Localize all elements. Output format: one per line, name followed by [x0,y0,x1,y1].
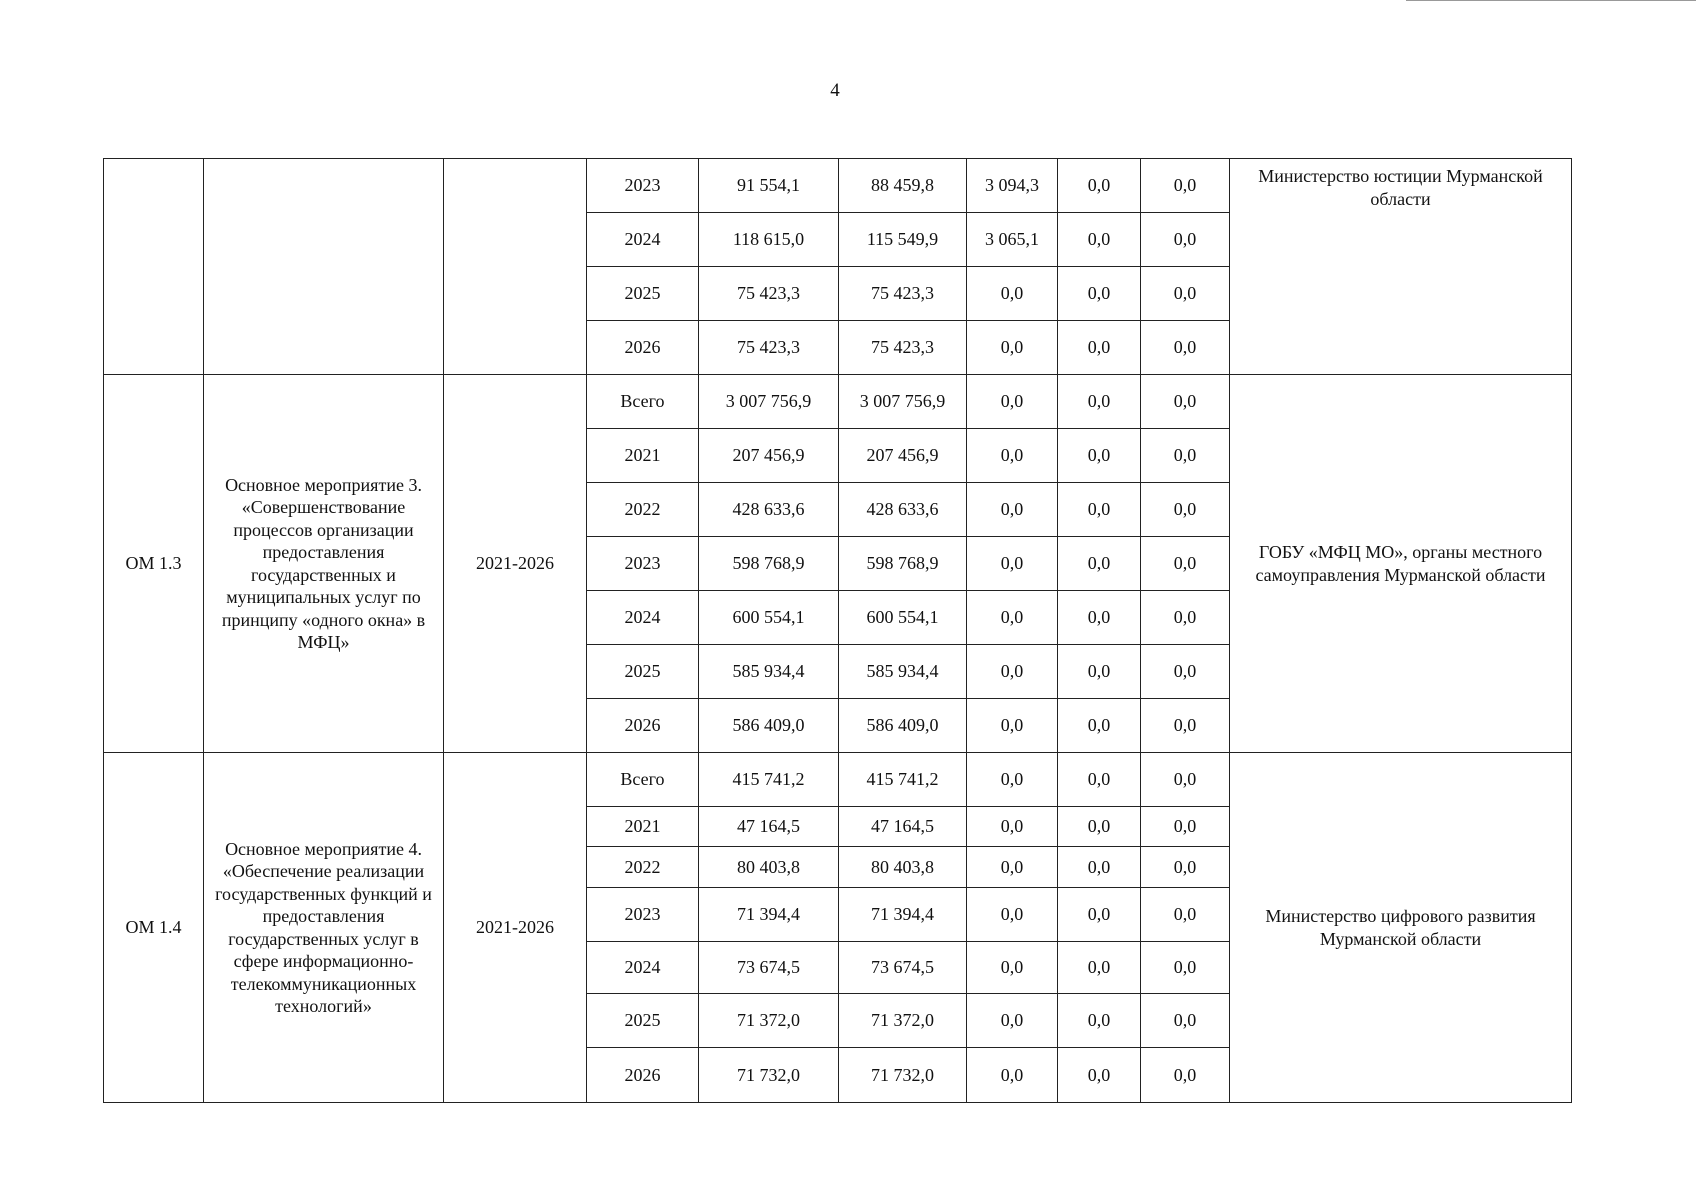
regional-budget-cell: 71 372,0 [839,994,967,1048]
regional-budget-cell: 88 459,8 [839,159,967,213]
measure-code-cell: ОМ 1.3 [104,375,204,753]
local-budget-cell: 0,0 [1058,159,1141,213]
federal-budget-cell: 0,0 [967,753,1058,807]
total-amount-cell: 47 164,5 [699,807,839,847]
period-cell: 2021-2026 [444,375,587,753]
year-cell: 2024 [587,942,699,994]
regional-budget-cell: 428 633,6 [839,483,967,537]
local-budget-cell: 0,0 [1058,645,1141,699]
period-cell [444,159,587,375]
year-cell: 2023 [587,888,699,942]
year-cell: 2022 [587,847,699,888]
other-sources-cell: 0,0 [1141,537,1230,591]
total-amount-cell: 428 633,6 [699,483,839,537]
regional-budget-cell: 73 674,5 [839,942,967,994]
regional-budget-cell: 75 423,3 [839,267,967,321]
year-cell: Всего [587,753,699,807]
total-amount-cell: 118 615,0 [699,213,839,267]
year-cell: 2025 [587,994,699,1048]
local-budget-cell: 0,0 [1058,591,1141,645]
year-cell: 2023 [587,537,699,591]
year-cell: 2025 [587,267,699,321]
year-cell: 2022 [587,483,699,537]
total-amount-cell: 75 423,3 [699,321,839,375]
funding-table [103,158,1572,1103]
responsible-executor-cell: Министерство цифрового развития Мурманской области [1230,753,1572,1103]
other-sources-cell: 0,0 [1141,645,1230,699]
local-budget-cell: 0,0 [1058,321,1141,375]
federal-budget-cell: 0,0 [967,429,1058,483]
responsible-executor-cell: ГОБУ «МФЦ МО», органы местного самоуправления Мурманской области [1230,375,1572,753]
local-budget-cell: 0,0 [1058,1048,1141,1103]
federal-budget-cell: 0,0 [967,699,1058,753]
other-sources-cell: 0,0 [1141,483,1230,537]
total-amount-cell: 600 554,1 [699,591,839,645]
local-budget-cell: 0,0 [1058,699,1141,753]
year-cell: 2026 [587,699,699,753]
measure-code-cell: ОМ 1.4 [104,753,204,1103]
year-cell: Всего [587,375,699,429]
regional-budget-cell: 585 934,4 [839,645,967,699]
other-sources-cell: 0,0 [1141,1048,1230,1103]
top-right-rule [1406,0,1696,3]
year-cell: 2021 [587,807,699,847]
measure-description-cell: Основное мероприятие 3. «Совершенствование процессов организации предоставления государственных и муниципальных услуг по принципу «одного окна» в МФЦ» [204,375,444,753]
other-sources-cell: 0,0 [1141,807,1230,847]
regional-budget-cell: 415 741,2 [839,753,967,807]
regional-budget-cell: 3 007 756,9 [839,375,967,429]
local-budget-cell: 0,0 [1058,753,1141,807]
total-amount-cell: 73 674,5 [699,942,839,994]
year-cell: 2024 [587,591,699,645]
year-cell: 2024 [587,213,699,267]
year-cell: 2026 [587,321,699,375]
regional-budget-cell: 115 549,9 [839,213,967,267]
total-amount-cell: 91 554,1 [699,159,839,213]
other-sources-cell: 0,0 [1141,888,1230,942]
table-row [104,375,1572,429]
local-budget-cell: 0,0 [1058,807,1141,847]
year-cell: 2023 [587,159,699,213]
measure-description-cell: Основное мероприятие 4. «Обеспечение реализации государственных функций и предоставления государственных услуг в сфере информационно-телекоммуникационных технологий» [204,753,444,1103]
total-amount-cell: 585 934,4 [699,645,839,699]
federal-budget-cell: 0,0 [967,847,1058,888]
federal-budget-cell: 0,0 [967,537,1058,591]
other-sources-cell: 0,0 [1141,159,1230,213]
table-body [104,159,1572,1103]
table-row [104,159,1572,213]
federal-budget-cell: 0,0 [967,321,1058,375]
local-budget-cell: 0,0 [1058,847,1141,888]
year-cell: 2021 [587,429,699,483]
measure-description-cell [204,159,444,375]
regional-budget-cell: 600 554,1 [839,591,967,645]
federal-budget-cell: 0,0 [967,888,1058,942]
other-sources-cell: 0,0 [1141,321,1230,375]
local-budget-cell: 0,0 [1058,375,1141,429]
other-sources-cell: 0,0 [1141,942,1230,994]
federal-budget-cell: 0,0 [967,591,1058,645]
total-amount-cell: 71 732,0 [699,1048,839,1103]
regional-budget-cell: 598 768,9 [839,537,967,591]
responsible-executor-cell: Министерство юстиции Мурманской области [1230,159,1572,375]
total-amount-cell: 75 423,3 [699,267,839,321]
total-amount-cell: 207 456,9 [699,429,839,483]
total-amount-cell: 415 741,2 [699,753,839,807]
local-budget-cell: 0,0 [1058,483,1141,537]
federal-budget-cell: 0,0 [967,1048,1058,1103]
measure-code-cell [104,159,204,375]
total-amount-cell: 598 768,9 [699,537,839,591]
year-cell: 2026 [587,1048,699,1103]
federal-budget-cell: 0,0 [967,942,1058,994]
regional-budget-cell: 47 164,5 [839,807,967,847]
regional-budget-cell: 75 423,3 [839,321,967,375]
other-sources-cell: 0,0 [1141,429,1230,483]
regional-budget-cell: 80 403,8 [839,847,967,888]
other-sources-cell: 0,0 [1141,847,1230,888]
period-cell: 2021-2026 [444,753,587,1103]
total-amount-cell: 71 394,4 [699,888,839,942]
total-amount-cell: 586 409,0 [699,699,839,753]
regional-budget-cell: 71 732,0 [839,1048,967,1103]
local-budget-cell: 0,0 [1058,942,1141,994]
local-budget-cell: 0,0 [1058,888,1141,942]
federal-budget-cell: 0,0 [967,267,1058,321]
total-amount-cell: 3 007 756,9 [699,375,839,429]
local-budget-cell: 0,0 [1058,267,1141,321]
federal-budget-cell: 0,0 [967,483,1058,537]
other-sources-cell: 0,0 [1141,591,1230,645]
local-budget-cell: 0,0 [1058,994,1141,1048]
local-budget-cell: 0,0 [1058,213,1141,267]
other-sources-cell: 0,0 [1141,267,1230,321]
table-row [104,753,1572,807]
local-budget-cell: 0,0 [1058,429,1141,483]
other-sources-cell: 0,0 [1141,994,1230,1048]
federal-budget-cell: 0,0 [967,645,1058,699]
total-amount-cell: 80 403,8 [699,847,839,888]
page-number: 4 [830,80,840,101]
federal-budget-cell: 3 094,3 [967,159,1058,213]
regional-budget-cell: 71 394,4 [839,888,967,942]
federal-budget-cell: 3 065,1 [967,213,1058,267]
other-sources-cell: 0,0 [1141,213,1230,267]
federal-budget-cell: 0,0 [967,994,1058,1048]
regional-budget-cell: 586 409,0 [839,699,967,753]
federal-budget-cell: 0,0 [967,375,1058,429]
federal-budget-cell: 0,0 [967,807,1058,847]
total-amount-cell: 71 372,0 [699,994,839,1048]
year-cell: 2025 [587,645,699,699]
other-sources-cell: 0,0 [1141,753,1230,807]
regional-budget-cell: 207 456,9 [839,429,967,483]
other-sources-cell: 0,0 [1141,699,1230,753]
local-budget-cell: 0,0 [1058,537,1141,591]
other-sources-cell: 0,0 [1141,375,1230,429]
